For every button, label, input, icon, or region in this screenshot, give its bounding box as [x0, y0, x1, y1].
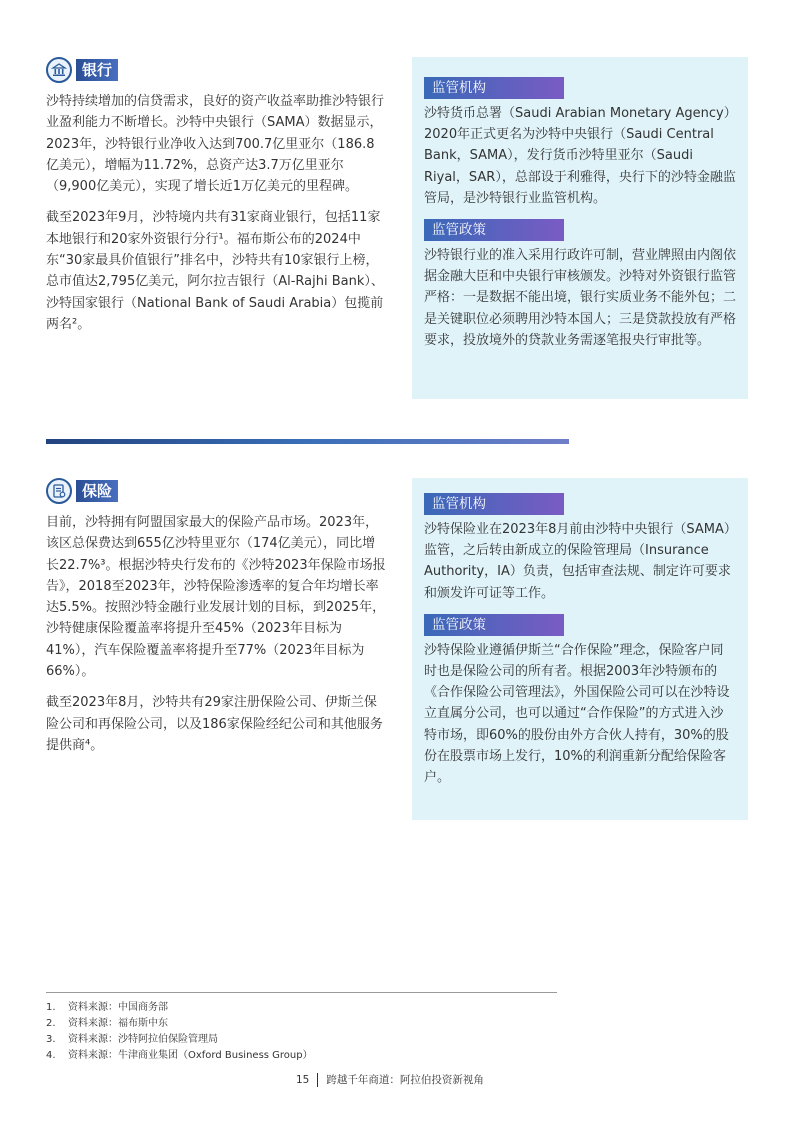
- bank-agency-label: 监管机构: [424, 77, 564, 99]
- bank-section-header: [46, 57, 118, 83]
- footnotes: [46, 1000, 566, 1064]
- page-number: 15: [296, 1073, 310, 1086]
- bank-section-title: 银行: [76, 59, 118, 81]
- bank-policy-text: 沙特银行业的准入采用行政许可制，营业牌照由内阁依据金融大臣和中央银行审核颁发。沙特对外资银行监管严格：一是数据不能出境，银行实质业务不能外包；二是关键职位必须聘用沙特本国人；三是贷款投放有严格要求，投放境外的贷款业务需逐笔报央行审批等。: [424, 248, 737, 348]
- insurance-regulation-panel: [412, 478, 748, 820]
- section-divider: [46, 439, 569, 444]
- insurance-policy-label: 监管政策: [424, 614, 564, 636]
- insurance-paragraph: 截至2023年8月，沙特共有29家注册保险公司、伊斯兰保险公司和再保险公司，以及186家保险经纪公司和其他服务提供商⁴。: [46, 695, 383, 753]
- footer-title: 跨越千年商道：阿拉伯投资新视角: [326, 1074, 484, 1086]
- bank-regulation-panel: [412, 57, 748, 399]
- bank-policy-label: 监管政策: [424, 219, 564, 241]
- footer-separator: [317, 1073, 318, 1087]
- page-footer: [296, 1072, 484, 1087]
- bank-icon: [46, 57, 72, 83]
- footnote-item: 2. 资料来源：福布斯中东: [46, 1018, 168, 1029]
- footnote-item: 1. 资料来源：中国商务部: [46, 1002, 168, 1013]
- bank-body: [46, 91, 386, 345]
- insurance-policy-text: 沙特保险业遵循伊斯兰“合作保险”理念，保险客户同时也是保险公司的所有者。根据2003年沙特颁布的《合作保险公司管理法》，外国保险公司可以在沙特设立直属分公司，也可以通过“合作保险”的方式进入沙特市场，即60%的股份由外方合伙人持有，30%的股份在股票市场上发行，10%的利润重新分配给保险客户。: [424, 642, 730, 786]
- footnote-item: 4. 资料来源：牛津商业集团（Oxford Business Group）: [46, 1050, 313, 1061]
- insurance-paragraph: 目前，沙特拥有阿盟国家最大的保险产品市场。2023年，该区总保费达到655亿沙特里亚尔（174亿美元），同比增长22.7%³。根据沙特央行发布的《沙特2023年保险市场报告》，2018至2023年，沙特保险渗透率的复合年均增长率达5.5%。按照沙特金融行业发展计划的目标，到2025年，沙特健康保险覆盖率将提升至45%（2023年目标为41%），汽车保险覆盖率将提升至77%（2023年目标为66%）。: [46, 515, 386, 680]
- insurance-agency-text: 沙特保险业在2023年8月前由沙特中央银行（SAMA）监管，之后转由新成立的保险管理局（Insurance Authority，IA）负责，包括审查法规、制定许可要求和颁发许可证等工作。: [424, 522, 731, 601]
- insurance-agency-label: 监管机构: [424, 493, 564, 515]
- bank-agency-text: 沙特货币总署（Saudi Arabian Monetary Agency）2020年正式更名为沙特中央银行（Saudi Central Bank，SAMA），发行货币沙特里亚尔（Saudi Riyal，SAR），总部设于利雅得，央行下的沙特金融监管局，是沙特银行业监管机构。: [424, 106, 736, 206]
- footnote-item: 3. 资料来源：沙特阿拉伯保险管理局: [46, 1034, 218, 1045]
- insurance-section-header: [46, 478, 118, 504]
- insurance-document-icon: [46, 478, 72, 504]
- insurance-body: [46, 512, 386, 766]
- insurance-section-title: 保险: [76, 480, 118, 502]
- bank-paragraph: 截至2023年9月，沙特境内共有31家商业银行，包括11家本地银行和20家外资银行分行¹。福布斯公布的2024中东“30家最具价值银行”排名中，沙特共有10家银行上榜，总市值达2,795亿美元，阿尔拉吉银行（Al-Rajhi Bank）、沙特国家银行（National Bank of Saudi Arabia）包揽前两名²。: [46, 210, 384, 332]
- bank-paragraph: 沙特持续增加的信贷需求，良好的资产收益率助推沙特银行业盈利能力不断增长。沙特中央银行（SAMA）数据显示，2023年，沙特银行业净收入达到700.7亿里亚尔（186.8亿美元），增幅为11.72%，总资产达3.7万亿里亚尔（9,900亿美元），实现了增长近1万亿美元的里程碑。: [46, 94, 385, 195]
- footnote-rule: [46, 992, 557, 993]
